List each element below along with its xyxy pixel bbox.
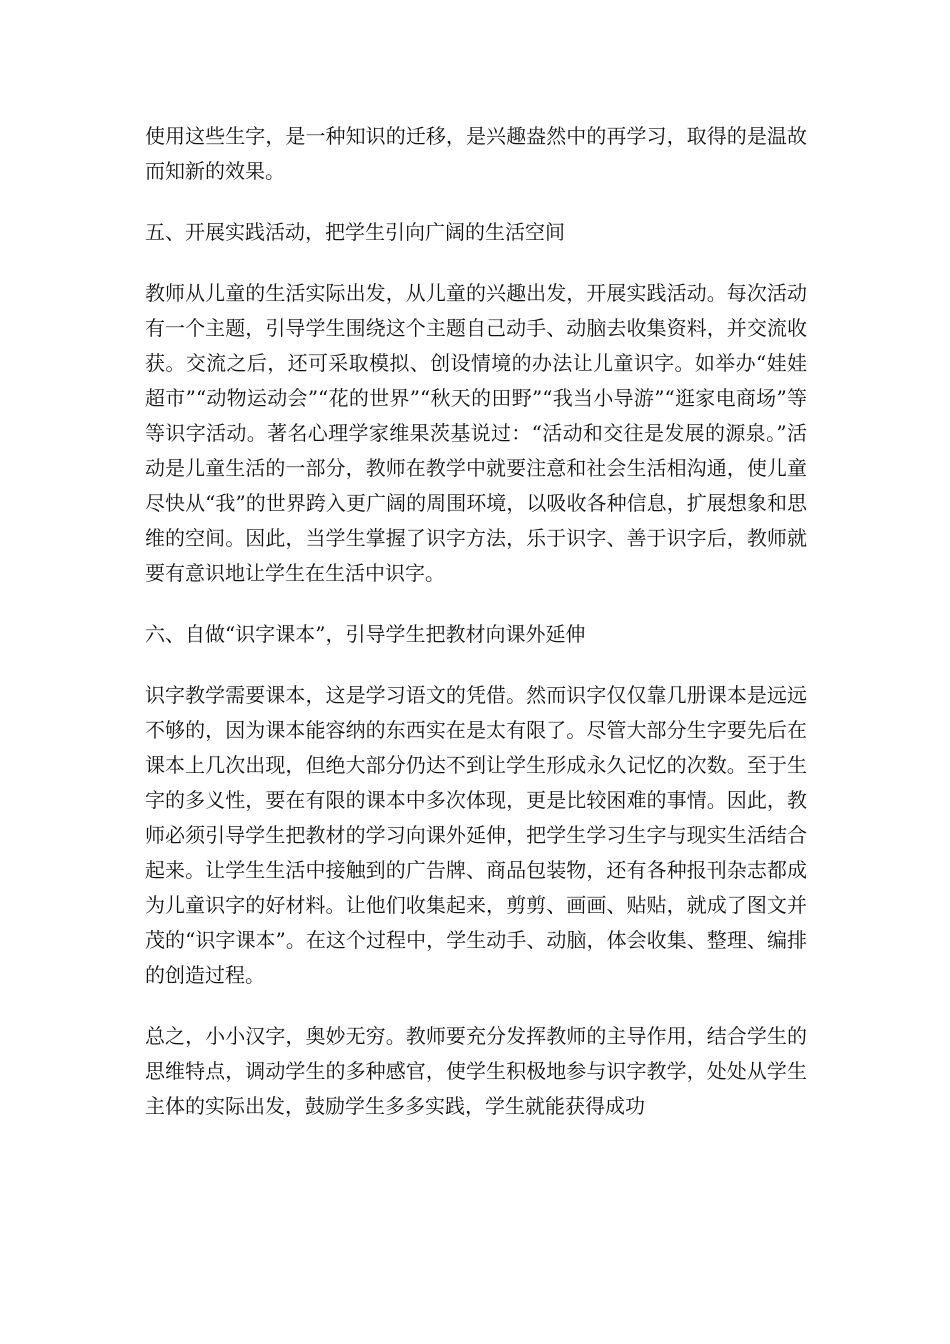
- paragraph-literacy-textbook: 识字教学需要课本，这是学习语文的凭借。然而识字仅仅靠几册课本是远远不够的，因为课本能容纳的东西实在是太有限了。尽管大部分生字要先后在课本上几次出现，但绝大部分仍达不到让学生形成永久记忆的次数。至于生字的多义性，要在有限的课本中多次体现，更是比较困难的事情。因此，教师必须引导学生把教材的学习向课外延伸，把学生学习生字与现实生活结合起来。让学生生活中接触到的广告牌、商品包装物，还有各种报刊杂志都成为儿童识字的好材料。让他们收集起来，剪剪、画画、贴贴，就成了图文并茂的“识字课本”。在这个过程中，学生动手、动脑，体会收集、整理、编排的创造过程。: [145, 683, 807, 987]
- document-body: [145, 119, 807, 1150]
- section-heading-5: 五、开展实践活动，把学生引向广阔的生活空间: [145, 220, 565, 244]
- section-heading-6: 六、自做“识字课本”，引导学生把教材向课外延伸: [145, 622, 586, 646]
- paragraph-practice-activities: 教师从儿童的生活实际出发，从儿童的兴趣出发，开展实践活动。每次活动有一个主题，引导学生围绕这个主题自己动手、动脑去收集资料，并交流收获。交流之后，还可采取模拟、创设情境的办法让儿童识字。如举办“娃娃超市”“动物运动会”“花的世界”“秋天的田野”“我当小导游”“逛家电商场”等等识字活动。著名心理学家维果茨基说过：“活动和交往是发展的源泉。”活动是儿童生活的一部分，教师在教学中就要注意和社会生活相沟通，使儿童尽快从“我”的世界跨入更广阔的周围环境，以吸收各种信息，扩展想象和思维的空间。因此，当学生掌握了识字方法，乐于识字、善于识字后，教师就要有意识地让学生在生活中识字。: [145, 281, 807, 585]
- paragraph-conclusion: 总之，小小汉字，奥妙无穷。教师要充分发挥教师的主导作用，结合学生的思维特点，调动学生的多种感官，使学生积极地参与识字教学，处处从学生主体的实际出发，鼓励学生多多实践，学生就能获得成功: [145, 1024, 807, 1118]
- paragraph-knowledge-transfer: 使用这些生字，是一种知识的迁移，是兴趣盎然中的再学习，取得的是温故而知新的效果。: [145, 124, 807, 183]
